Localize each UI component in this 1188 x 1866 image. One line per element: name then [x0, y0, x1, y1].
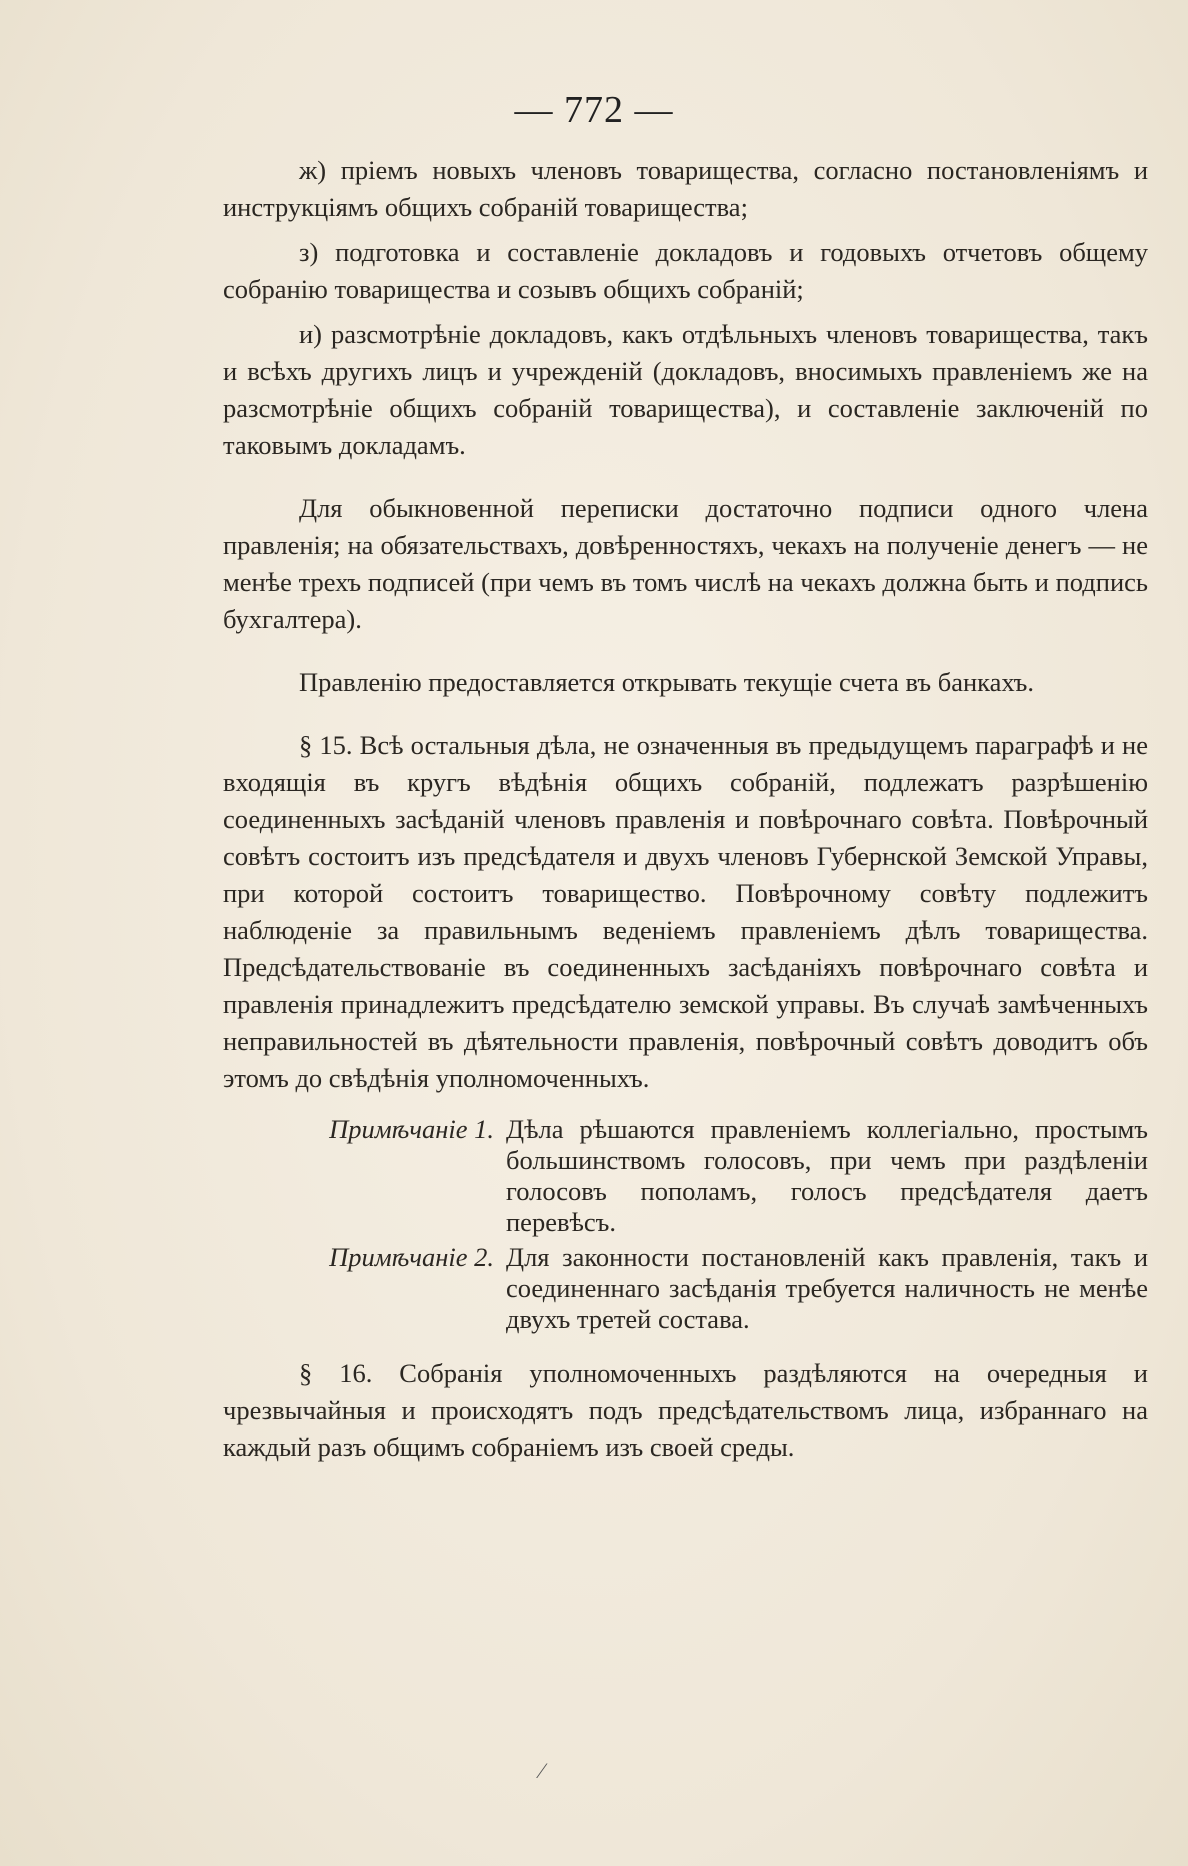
note-2-label: Примѣчаніе 2. — [329, 1242, 494, 1272]
note-2 — [223, 1242, 1148, 1335]
page-body — [223, 152, 1148, 1483]
note-1-text: Дѣла рѣшаются правленіемъ коллегіально, простымъ большинствомъ голосовъ, при чемъ при раздѣленіи голосовъ пополамъ, голосъ предсѣдателя даетъ перевѣсъ. — [506, 1114, 1148, 1237]
notes-block — [223, 1114, 1148, 1335]
paragraph-signatures: Для обыкновенной переписки достаточно подписи одного члена правленія; на обязательствахъ, довѣренностяхъ, чекахъ на полученіе денегъ — не менѣе трехъ подписей (при чемъ въ томъ числѣ на чекахъ должна быть и подпись бухгалтера). — [223, 493, 1148, 634]
section-15: § 15. Всѣ остальныя дѣла, не означенныя въ предыдущемъ параграфѣ и не входящія въ кругъ вѣдѣнія общихъ собраній, подлежатъ разрѣшенію соединенныхъ засѣданій членовъ правленія и повѣрочнаго совѣта. Повѣрочный совѣтъ состоитъ изъ предсѣдателя и двухъ членовъ Губернской Земской Управы, при которой состоитъ товарищество. Повѣрочному совѣту подлежитъ наблюденіе за правильнымъ веденіемъ правленіемъ дѣлъ товарищества. Предсѣдательствованіе въ соединенныхъ засѣданіяхъ повѣрочнаго совѣта и правленія принадлежитъ предсѣдателю земской управы. Въ случаѣ замѣченныхъ неправильностей въ дѣятельности правленія, повѣрочный совѣтъ доводитъ объ этомъ до свѣдѣнія уполномоченныхъ. — [223, 730, 1148, 1093]
paragraph-z: з) подготовка и составленіе докладовъ и годовыхъ отчетовъ общему собранію товарищества и созывъ общихъ собраній; — [223, 237, 1148, 304]
paragraph-zh: ж) пріемъ новыхъ членовъ товарищества, согласно постановленіямъ и инструкціямъ общихъ собраній товарищества; — [223, 155, 1148, 222]
note-1 — [223, 1114, 1148, 1238]
note-1-label: Примѣчаніе 1. — [329, 1114, 494, 1144]
note-2-text: Для законности постановленій какъ правленія, такъ и соединеннаго засѣданія требуется наличность не менѣе двухъ третей состава. — [506, 1242, 1148, 1334]
paragraph-bank-accounts: Правленію предоставляется открывать текущіе счета въ банкахъ. — [299, 667, 1034, 697]
ink-speck-mark: ⁄ — [540, 1758, 544, 1783]
section-16: § 16. Собранія уполномоченныхъ раздѣляются на очередныя и чрезвычайныя и происходятъ подъ предсѣдательствомъ лица, избраннаго на каждый разъ общимъ собраніемъ изъ своей среды. — [223, 1358, 1148, 1462]
page-number: — 772 — — [514, 89, 674, 131]
paragraph-i: и) разсмотрѣніе докладовъ, какъ отдѣльныхъ членовъ товарищества, такъ и всѣхъ другихъ лицъ и учрежденій (докладовъ, вносимыхъ правленіемъ же на разсмотрѣніе общихъ собраній товарищества), и составленіе заключеній по таковымъ докладамъ. — [223, 319, 1148, 460]
